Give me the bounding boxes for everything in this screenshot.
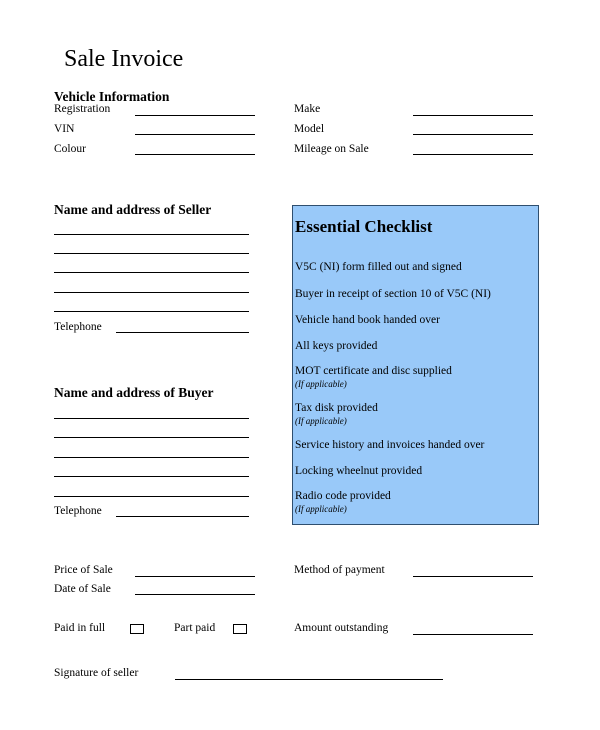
- buyer-address-line[interactable]: [54, 496, 249, 497]
- checklist-item: All keys provided: [295, 340, 378, 352]
- seller-heading: Name and address of Seller: [54, 202, 212, 217]
- vin-label: VIN: [54, 123, 75, 135]
- amount-outstanding-field[interactable]: [413, 634, 533, 635]
- vin-field[interactable]: [135, 134, 255, 135]
- buyer-address-line[interactable]: [54, 476, 249, 477]
- checklist-title: Essential Checklist: [295, 217, 433, 236]
- colour-label: Colour: [54, 143, 86, 155]
- signature-of-seller-label: Signature of seller: [54, 667, 139, 679]
- seller-address-line[interactable]: [54, 272, 249, 273]
- checklist-item-note: (If applicable): [295, 504, 347, 514]
- part-paid-checkbox[interactable]: [233, 624, 247, 634]
- make-field[interactable]: [413, 115, 533, 116]
- registration-label: Registration: [54, 103, 111, 115]
- method-of-payment-field[interactable]: [413, 576, 533, 577]
- checklist-item: Locking wheelnut provided: [295, 465, 423, 477]
- signature-of-seller-field[interactable]: [175, 679, 443, 680]
- paid-in-full-label: Paid in full: [54, 622, 106, 634]
- buyer-address-line[interactable]: [54, 437, 249, 438]
- checklist-item: V5C (NI) form filled out and signed: [295, 261, 462, 273]
- model-field[interactable]: [413, 134, 533, 135]
- paid-in-full-checkbox[interactable]: [130, 624, 144, 634]
- date-of-sale-label: Date of Sale: [54, 583, 111, 595]
- seller-address-line[interactable]: [54, 253, 249, 254]
- buyer-telephone-field[interactable]: [116, 516, 249, 517]
- seller-address-line[interactable]: [54, 234, 249, 235]
- checklist-item-note: (If applicable): [295, 416, 347, 426]
- date-of-sale-field[interactable]: [135, 594, 255, 595]
- amount-outstanding-label: Amount outstanding: [294, 622, 389, 634]
- price-of-sale-field[interactable]: [135, 576, 255, 577]
- essential-checklist-box: [292, 205, 539, 525]
- buyer-address-line[interactable]: [54, 457, 249, 458]
- seller-telephone-field[interactable]: [116, 332, 249, 333]
- mileage-label: Mileage on Sale: [294, 143, 369, 155]
- seller-telephone-label: Telephone: [54, 321, 102, 333]
- checklist-item: Tax disk provided: [295, 402, 378, 414]
- method-of-payment-label: Method of payment: [294, 564, 385, 576]
- seller-address-line[interactable]: [54, 311, 249, 312]
- checklist-item-note: (If applicable): [295, 379, 347, 389]
- part-paid-label: Part paid: [174, 622, 216, 634]
- make-label: Make: [294, 103, 321, 115]
- checklist-item: Buyer in receipt of section 10 of V5C (NI): [295, 288, 491, 300]
- mileage-field[interactable]: [413, 154, 533, 155]
- price-of-sale-label: Price of Sale: [54, 564, 113, 576]
- checklist-item: Service history and invoices handed over: [295, 439, 485, 451]
- checklist-item: MOT certificate and disc supplied: [295, 365, 452, 377]
- checklist-item: Radio code provided: [295, 490, 391, 502]
- buyer-telephone-label: Telephone: [54, 505, 102, 517]
- colour-field[interactable]: [135, 154, 255, 155]
- page-title: Sale Invoice: [64, 46, 184, 72]
- buyer-heading: Name and address of Buyer: [54, 385, 214, 400]
- registration-field[interactable]: [135, 115, 255, 116]
- checklist-item: Vehicle hand book handed over: [295, 314, 440, 326]
- model-label: Model: [294, 123, 325, 135]
- vehicle-information-heading: Vehicle Information: [54, 89, 170, 104]
- seller-address-line[interactable]: [54, 292, 249, 293]
- buyer-address-line[interactable]: [54, 418, 249, 419]
